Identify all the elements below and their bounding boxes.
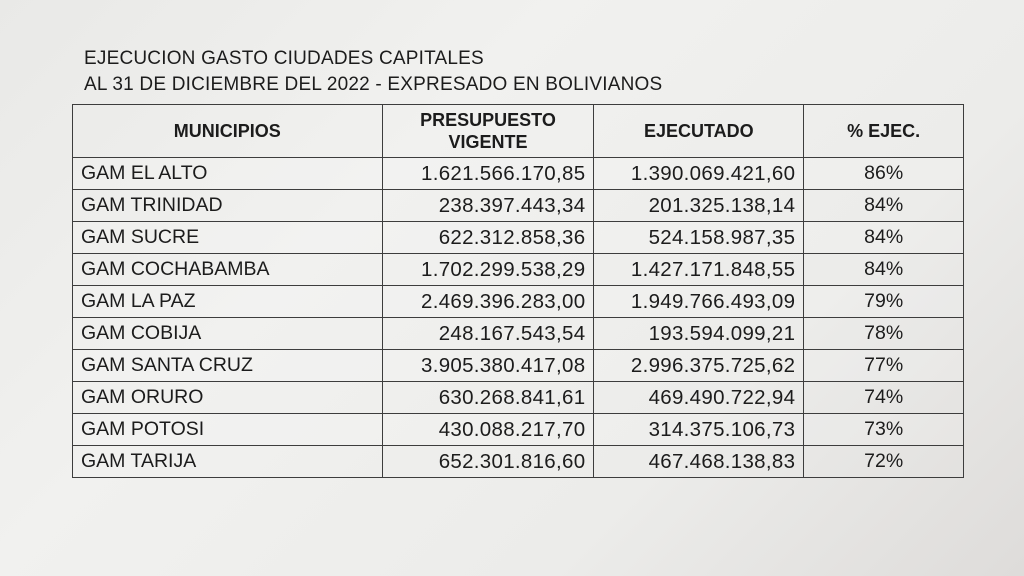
cell-municipio: GAM SUCRE bbox=[73, 222, 383, 254]
cell-ejecutado: 1.390.069.421,60 bbox=[594, 158, 804, 190]
cell-ejecutado: 1.949.766.493,09 bbox=[594, 286, 804, 318]
cell-ejecutado: 314.375.106,73 bbox=[594, 414, 804, 446]
cell-municipio: GAM COBIJA bbox=[73, 318, 383, 350]
cell-presupuesto: 238.397.443,34 bbox=[382, 190, 594, 222]
cell-ejecutado: 467.468.138,83 bbox=[594, 446, 804, 478]
header-ejecutado: EJECUTADO bbox=[594, 105, 804, 158]
cell-presupuesto: 1.702.299.538,29 bbox=[382, 254, 594, 286]
cell-ejecutado: 1.427.171.848,55 bbox=[594, 254, 804, 286]
title-line-2: AL 31 DE DICIEMBRE DEL 2022 - EXPRESADO EN BOLIVIANOS bbox=[84, 74, 663, 95]
cell-pct-ejec: 78% bbox=[804, 318, 964, 350]
cell-municipio: GAM POTOSI bbox=[73, 414, 383, 446]
table-row bbox=[73, 190, 964, 222]
header-municipios: MUNICIPIOS bbox=[73, 105, 383, 158]
cell-municipio: GAM COCHABAMBA bbox=[73, 254, 383, 286]
header-presupuesto-line1: PRESUPUESTO bbox=[420, 110, 556, 130]
header-presupuesto-line2: VIGENTE bbox=[448, 132, 528, 152]
table-row bbox=[73, 158, 964, 190]
execution-table bbox=[72, 104, 964, 478]
table-row bbox=[73, 414, 964, 446]
table-row bbox=[73, 446, 964, 478]
cell-municipio: GAM TARIJA bbox=[73, 446, 383, 478]
document-title bbox=[84, 46, 662, 98]
cell-municipio: GAM EL ALTO bbox=[73, 158, 383, 190]
cell-ejecutado: 469.490.722,94 bbox=[594, 382, 804, 414]
cell-pct-ejec: 84% bbox=[804, 190, 964, 222]
cell-municipio: GAM LA PAZ bbox=[73, 286, 383, 318]
cell-ejecutado: 201.325.138,14 bbox=[594, 190, 804, 222]
cell-municipio: GAM ORURO bbox=[73, 382, 383, 414]
cell-presupuesto: 652.301.816,60 bbox=[382, 446, 594, 478]
cell-pct-ejec: 77% bbox=[804, 350, 964, 382]
cell-pct-ejec: 84% bbox=[804, 254, 964, 286]
header-pct: % EJEC. bbox=[804, 105, 964, 158]
cell-pct-ejec: 86% bbox=[804, 158, 964, 190]
table-header-row bbox=[73, 105, 964, 158]
cell-pct-ejec: 72% bbox=[804, 446, 964, 478]
cell-ejecutado: 193.594.099,21 bbox=[594, 318, 804, 350]
cell-pct-ejec: 79% bbox=[804, 286, 964, 318]
table-row bbox=[73, 350, 964, 382]
cell-presupuesto: 622.312.858,36 bbox=[382, 222, 594, 254]
cell-presupuesto: 1.621.566.170,85 bbox=[382, 158, 594, 190]
cell-presupuesto: 630.268.841,61 bbox=[382, 382, 594, 414]
table-row bbox=[73, 254, 964, 286]
cell-presupuesto: 3.905.380.417,08 bbox=[382, 350, 594, 382]
cell-municipio: GAM TRINIDAD bbox=[73, 190, 383, 222]
table-row bbox=[73, 382, 964, 414]
cell-ejecutado: 2.996.375.725,62 bbox=[594, 350, 804, 382]
cell-pct-ejec: 73% bbox=[804, 414, 964, 446]
cell-pct-ejec: 74% bbox=[804, 382, 964, 414]
cell-presupuesto: 2.469.396.283,00 bbox=[382, 286, 594, 318]
table-row bbox=[73, 286, 964, 318]
cell-pct-ejec: 84% bbox=[804, 222, 964, 254]
table-row bbox=[73, 222, 964, 254]
header-presupuesto bbox=[382, 105, 594, 158]
cell-presupuesto: 430.088.217,70 bbox=[382, 414, 594, 446]
table-row bbox=[73, 318, 964, 350]
title-line-1: EJECUCION GASTO CIUDADES CAPITALES bbox=[84, 48, 484, 69]
cell-municipio: GAM SANTA CRUZ bbox=[73, 350, 383, 382]
cell-presupuesto: 248.167.543,54 bbox=[382, 318, 594, 350]
cell-ejecutado: 524.158.987,35 bbox=[594, 222, 804, 254]
